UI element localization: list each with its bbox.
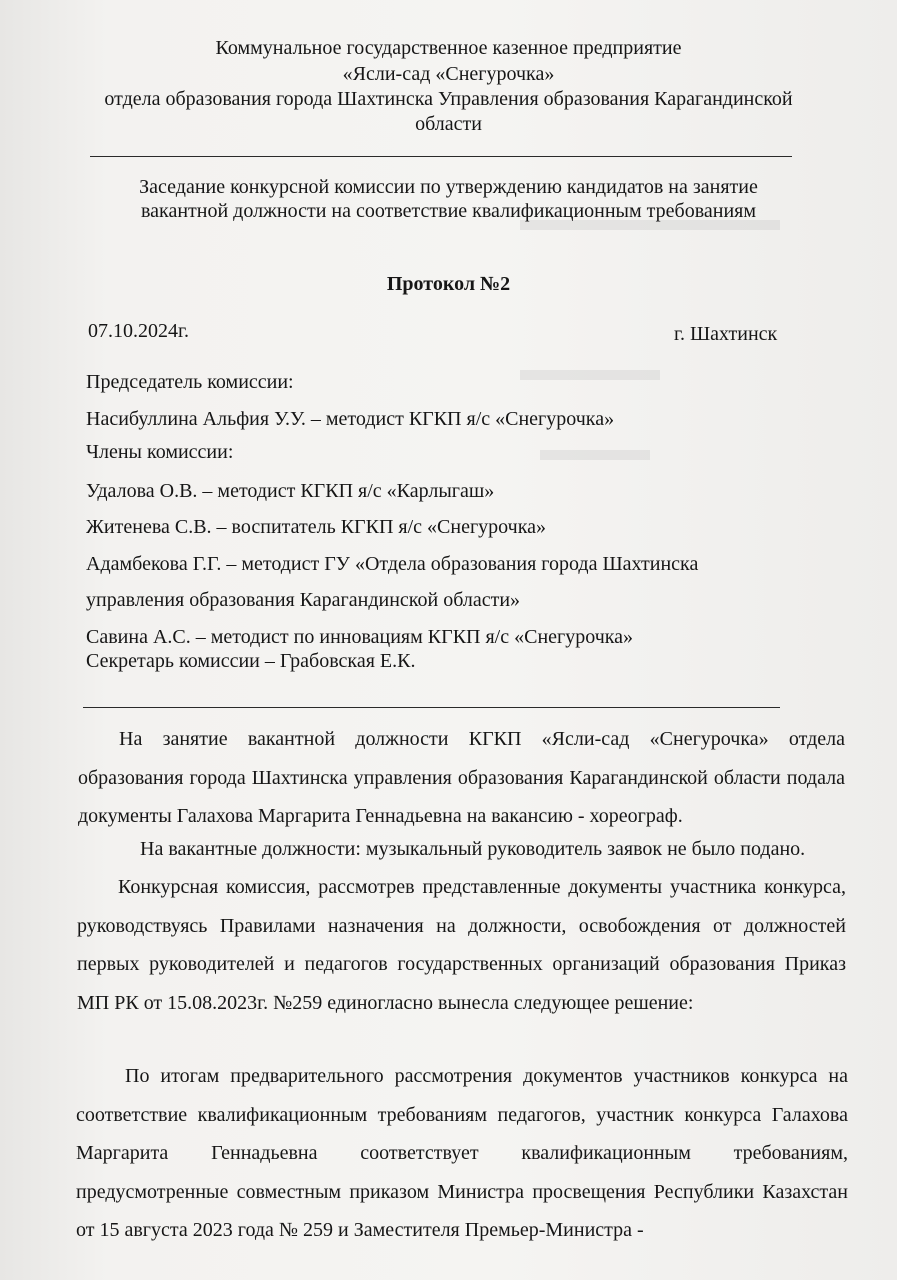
org-name-line2: «Ясли-сад «Снегурочка»: [342, 63, 555, 85]
org-name-line1: Коммунальное государственное казенное предприятие: [215, 37, 682, 59]
paragraph-decision-intro: [77, 868, 846, 1022]
protocol-title: Протокол №2: [386, 273, 511, 295]
chair-label: Председатель комиссии:: [86, 371, 294, 393]
member-udalova: Удалова О.В. – методист КГКП я/с «Карлыгаш»: [86, 480, 495, 502]
bleed-through-shadow: [540, 450, 650, 460]
paragraph-candidate-text: На занятие вакантной должности КГКП «Ясли-сад «Снегурочка» отдела образования города Шахтинска управления образования Карагандинской области подала документы Галахова Маргарита Геннадьевна на вакансию - хореограф.: [78, 728, 845, 827]
secretary: Секретарь комиссии – Грабовская Е.К.: [86, 650, 416, 672]
member-savina: Савина А.С. – методист по инновациям КГКП я/с «Снегурочка»: [86, 626, 634, 648]
paragraph-candidate: [78, 720, 845, 836]
protocol-date: 07.10.2024г.: [88, 320, 189, 342]
paragraph-no-applications: [78, 830, 845, 869]
header-divider: [90, 156, 792, 157]
paragraph-decision-intro-text: Конкурсная комиссия, рассмотрев представленные документы участника конкурса, руководствуясь Правилами назначения на должности, освобождения от должностей первых руководителей и педагогов государственных организаций образования Приказ МП РК от 15.08.2023г. №259 единогласно вынесла следующее решение:: [77, 876, 846, 1014]
chair-name: Насибуллина Альфия У.У. – методист КГКП я/с «Снегурочка»: [86, 408, 615, 430]
org-name-line3: отдела образования города Шахтинска Управления образования Карагандинской: [104, 88, 793, 110]
bleed-through-shadow: [520, 370, 660, 380]
commission-divider: [83, 707, 780, 708]
protocol-city: г. Шахтинск: [674, 323, 778, 345]
paragraph-decision-text: По итогам предварительного рассмотрения документов участников конкурса на соответствие квалификационным требованиям педагогов, участник конкурса Галахова Маргарита Геннадьевна соответствует квалификационным требованиям, предусмотренные совместным приказом Министра просвещения Республики Казахстан от 15 августа 2023 года № 259 и Заместителя Премьер-Министра -: [76, 1065, 848, 1241]
subject-line1: Заседание конкурсной комиссии по утверждению кандидатов на занятие: [139, 176, 758, 198]
members-label: Члены комиссии:: [86, 441, 234, 463]
member-adambekova-line2: управления образования Карагандинской области»: [86, 589, 521, 611]
paragraph-decision: [76, 1057, 848, 1250]
member-adambekova-line1: Адамбекова Г.Г. – методист ГУ «Отдела образования города Шахтинска: [86, 553, 699, 575]
paragraph-no-applications-text: На вакантные должности: музыкальный руководитель заявок не было подано.: [140, 838, 806, 860]
member-zhiteneva: Житенева С.В. – воспитатель КГКП я/с «Снегурочка»: [86, 516, 546, 538]
org-name-line4: области: [415, 113, 482, 135]
subject-line2: вакантной должности на соответствие квалификационным требованиям: [140, 200, 757, 222]
